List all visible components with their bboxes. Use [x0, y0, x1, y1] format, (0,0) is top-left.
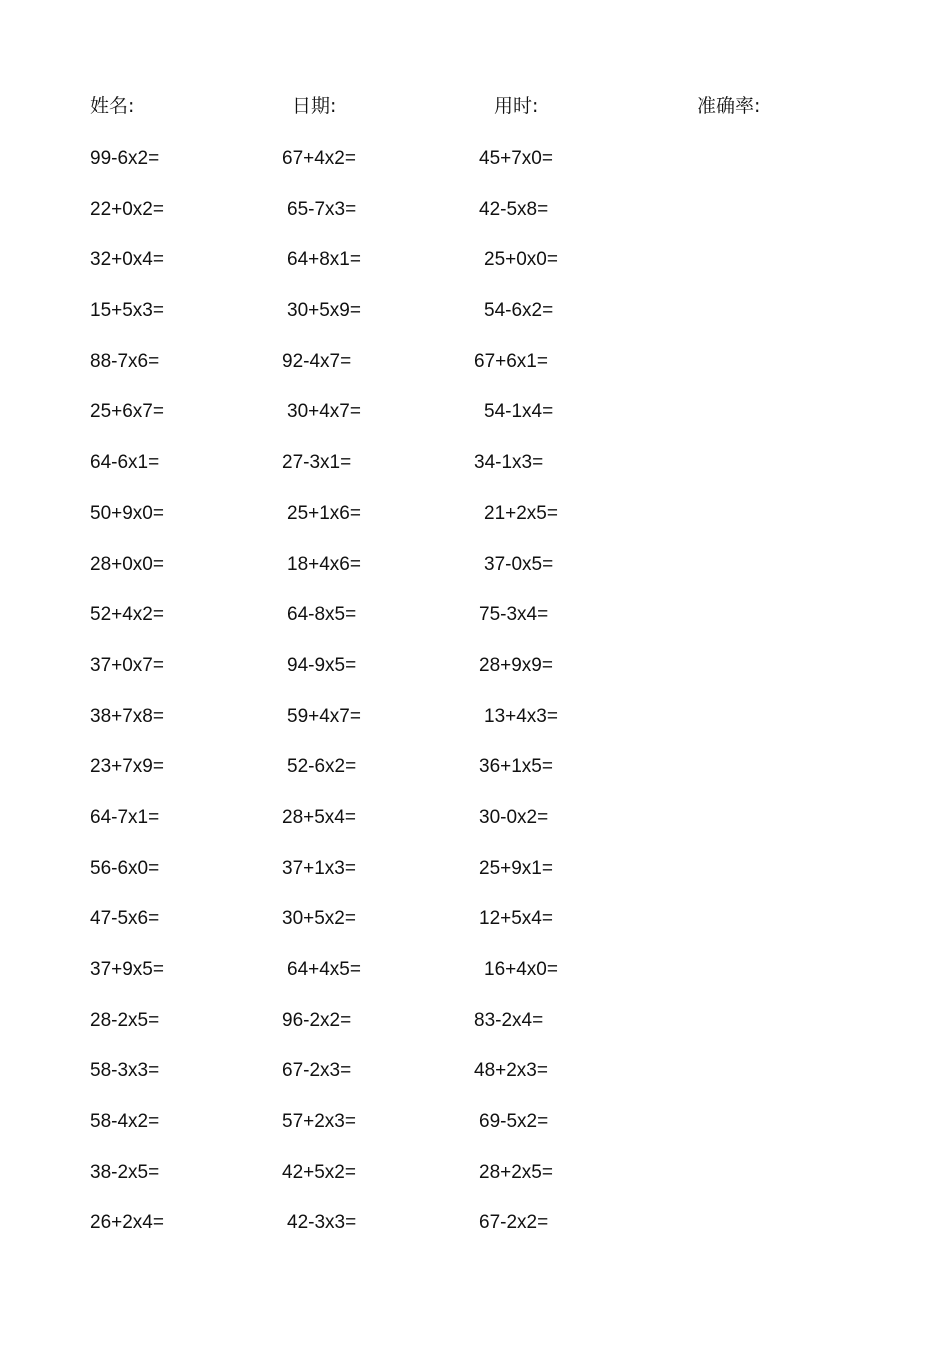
problem-item: 42-3x3= — [287, 1212, 357, 1234]
problem-item: 37+1x3= — [282, 857, 356, 879]
problem-item: 99-6x2= — [90, 148, 160, 169]
problem-item: 64+4x5= — [287, 959, 361, 980]
problem-item: 34-1x3= — [474, 452, 544, 474]
problem-item: 15+5x3= — [90, 300, 164, 322]
problem-item: 64-7x1= — [90, 806, 160, 828]
problem-item: 92-4x7= — [282, 350, 352, 372]
problem-item: 65-7x3= — [287, 198, 357, 220]
problem-item: 69-5x2= — [479, 1111, 549, 1133]
time-label: 用时: — [494, 95, 539, 117]
problem-item: 13+4x3= — [484, 705, 558, 727]
worksheet-header — [0, 92, 950, 122]
problem-item: 12+5x4= — [479, 908, 553, 930]
problem-item: 28+9x9= — [479, 654, 553, 676]
problem-item: 64+8x1= — [287, 249, 361, 271]
problem-item: 94-9x5= — [287, 654, 357, 676]
problem-item: 67-2x2= — [479, 1212, 549, 1234]
problem-row — [0, 247, 950, 298]
problem-row — [0, 552, 950, 603]
problem-item: 28+5x4= — [282, 806, 356, 828]
problem-item: 48+2x3= — [474, 1060, 548, 1082]
problem-item: 64-8x5= — [287, 604, 357, 626]
problem-item: 25+1x6= — [287, 502, 361, 524]
problem-row — [0, 704, 950, 755]
problem-row — [0, 856, 950, 907]
problem-item: 67+6x1= — [474, 350, 548, 372]
problem-item: 75-3x4= — [479, 604, 549, 626]
problem-item: 52-6x2= — [287, 756, 357, 778]
problem-item: 56-6x0= — [90, 857, 160, 879]
problem-item: 67-2x3= — [282, 1060, 352, 1082]
problem-item: 96-2x2= — [282, 1009, 352, 1031]
problem-row — [0, 1058, 950, 1109]
problem-item: 37-0x5= — [484, 553, 554, 575]
problem-item: 54-1x4= — [484, 401, 554, 423]
problem-item: 38+7x8= — [90, 705, 164, 727]
problem-row — [0, 1109, 950, 1160]
problem-row — [0, 957, 950, 1008]
problem-item: 30+5x9= — [287, 300, 361, 322]
problem-row — [0, 298, 950, 349]
name-label: 姓名: — [90, 95, 135, 117]
problem-item: 37+9x5= — [90, 959, 164, 980]
problem-row — [0, 349, 950, 400]
problem-item: 42-5x8= — [479, 198, 549, 220]
problem-row — [0, 1008, 950, 1059]
accuracy-label: 准确率: — [697, 95, 761, 117]
problem-item: 28+2x5= — [479, 1161, 553, 1183]
problem-row — [0, 399, 950, 450]
problem-row — [0, 1210, 950, 1261]
problem-item: 52+4x2= — [90, 604, 164, 626]
problem-item: 59+4x7= — [287, 705, 361, 727]
problem-item: 47-5x6= — [90, 908, 160, 930]
problem-item: 67+4x2= — [282, 148, 356, 169]
problem-item: 25+6x7= — [90, 401, 164, 423]
problem-item: 32+0x4= — [90, 249, 164, 271]
problem-row — [0, 146, 950, 197]
problem-item: 88-7x6= — [90, 350, 160, 372]
problem-item: 23+7x9= — [90, 756, 164, 778]
problem-item: 58-4x2= — [90, 1111, 160, 1133]
problem-item: 27-3x1= — [282, 452, 352, 474]
problem-item: 83-2x4= — [474, 1009, 544, 1031]
problem-item: 30+5x2= — [282, 908, 356, 930]
problem-item: 58-3x3= — [90, 1060, 160, 1082]
problem-item: 16+4x0= — [484, 959, 558, 980]
problem-row — [0, 754, 950, 805]
problem-item: 18+4x6= — [287, 553, 361, 575]
problem-item: 64-6x1= — [90, 452, 160, 474]
problem-item: 28-2x5= — [90, 1009, 160, 1031]
problem-row — [0, 602, 950, 653]
problem-item: 26+2x4= — [90, 1212, 164, 1234]
problem-item: 37+0x7= — [90, 654, 164, 676]
problem-row — [0, 906, 950, 957]
problem-item: 21+2x5= — [484, 502, 558, 524]
problem-row — [0, 501, 950, 552]
problem-row — [0, 653, 950, 704]
date-label: 日期: — [292, 95, 337, 117]
problem-item: 36+1x5= — [479, 756, 553, 778]
problem-item: 45+7x0= — [479, 148, 553, 169]
problem-item: 50+9x0= — [90, 502, 164, 524]
problem-row — [0, 1160, 950, 1211]
problem-item: 22+0x2= — [90, 198, 164, 220]
problem-item: 42+5x2= — [282, 1161, 356, 1183]
problem-item: 28+0x0= — [90, 553, 164, 575]
problem-row — [0, 197, 950, 248]
problem-row — [0, 805, 950, 856]
problem-item: 54-6x2= — [484, 300, 554, 322]
problem-item: 30+4x7= — [287, 401, 361, 423]
problem-item: 25+0x0= — [484, 249, 558, 271]
problem-item: 30-0x2= — [479, 806, 549, 828]
problem-grid — [0, 146, 950, 1261]
problem-row — [0, 450, 950, 501]
problem-item: 38-2x5= — [90, 1161, 160, 1183]
problem-item: 57+2x3= — [282, 1111, 356, 1133]
problem-item: 25+9x1= — [479, 857, 553, 879]
